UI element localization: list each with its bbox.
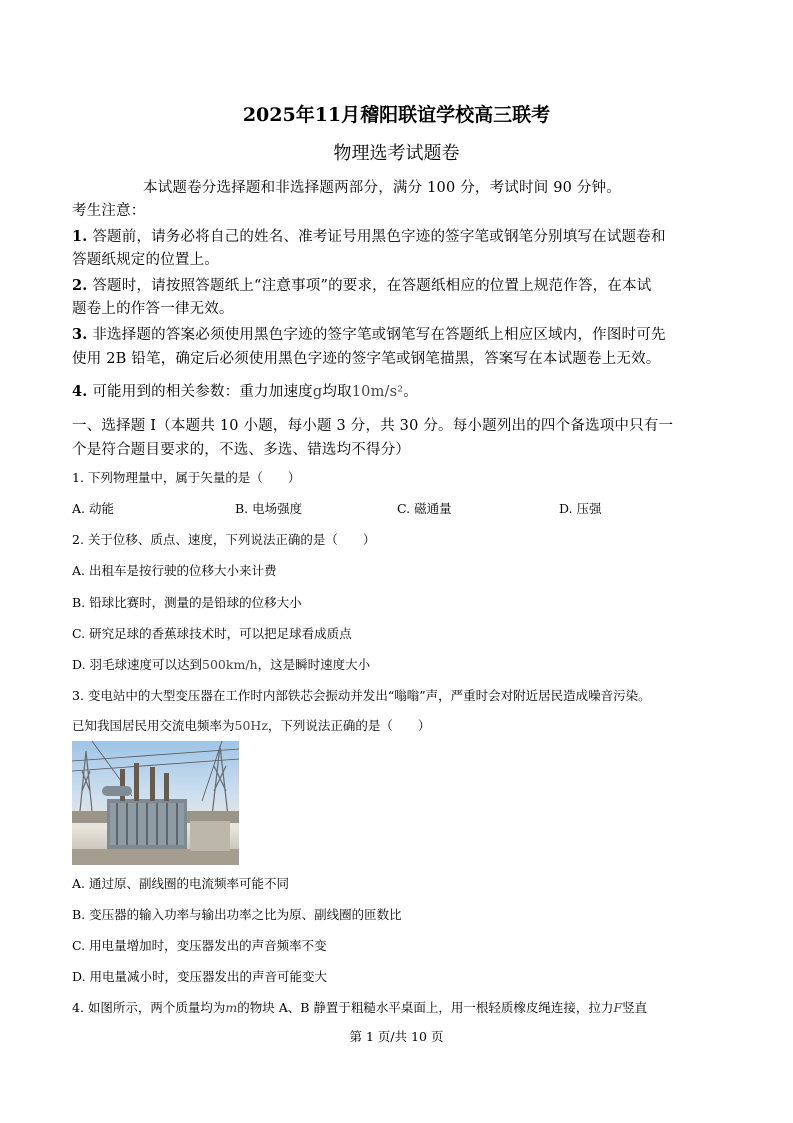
exam-intro: 本试题卷分选择题和非选择题两部分，满分 100 分，考试时间 90 分钟。 <box>143 180 621 196</box>
exam-title: 2025年11月稽阳联谊学校高三联考 <box>242 104 551 126</box>
q3-option-a: A. 通过原、副线圈的电流频率可能不同 <box>72 876 289 891</box>
notice-num: 1. <box>72 228 88 245</box>
q1-option-b: B. 电场强度 <box>235 501 303 516</box>
notice-text-cont: 答题纸规定的位置上。 <box>72 252 219 268</box>
question-4-stem <box>72 998 647 1016</box>
q3-option-c: C. 用电量增加时，变压器发出的声音频率不变 <box>72 938 327 953</box>
q1-option-a: A. 动能 <box>72 501 114 516</box>
page-footer: 第 1 页/共 10 页 <box>349 1029 444 1044</box>
notice-num: 4. <box>72 383 88 400</box>
q2-option-d <box>72 655 370 673</box>
speed-value: 500km/h <box>202 657 258 672</box>
q2-option-a: A. 出租车是按行驶的位移大小来计费 <box>72 563 277 578</box>
transformer-photo-illustration <box>72 741 239 865</box>
question-2-stem: 2. 关于位移、质点、速度，下列说法正确的是（ ） <box>72 532 376 547</box>
gravity-value: 10m/s² <box>351 384 404 400</box>
gravity-symbol: g <box>312 384 323 400</box>
q3-option-d: D. 用电量减小时，变压器发出的声音可能变大 <box>72 969 328 984</box>
q1-option-c: C. 磁通量 <box>397 501 452 516</box>
section-heading: 一、选择题 I（本题共 10 小题，每小题 3 分，共 30 分。每小题列出的四个备选项中只有一 <box>72 418 674 434</box>
notice-num: 3. <box>72 326 88 343</box>
notice-item-3 <box>72 323 666 344</box>
option-text: D. 羽毛球速度可以达到 <box>72 657 203 672</box>
force-symbol: F <box>613 1000 623 1015</box>
stem-text: 已知我国居民用交流电频率为 <box>72 718 235 733</box>
notice-text-cont: 使用 2B 铅笔，确定后必须使用黑色字迹的签字笔或钢笔描黑，答案写在本试题卷上无效。 <box>72 351 661 367</box>
notice-item-2 <box>72 274 651 295</box>
stem-text: 的物块 A、B 静置于粗糙水平桌面上，用一根轻质橡皮绳连接，拉力 <box>237 1000 614 1015</box>
section-heading-cont: 个是符合题目要求的，不选、多选、错选均不得分） <box>72 442 411 458</box>
notice-item-1 <box>72 225 666 246</box>
question-1-stem: 1. 下列物理量中，属于矢量的是（ ） <box>72 470 301 485</box>
frequency-value: 50Hz <box>234 718 268 733</box>
question-3-stem: 3. 变电站中的大型变压器在工作时内部铁芯会振动并发出“嗡嗡”声，严重时会对附近居民造成噪音污染。 <box>72 688 651 703</box>
q2-option-c: C. 研究足球的香蕉球技术时，可以把足球看成质点 <box>72 626 352 641</box>
notice-item-4 <box>72 380 418 401</box>
exam-subtitle: 物理选考试题卷 <box>333 143 460 164</box>
notice-text: 答题前，请务必将自己的姓名、准考证号用黑色字迹的签字笔或钢笔分别填写在试题卷和 <box>92 229 666 245</box>
notice-text: 均取 <box>322 384 352 400</box>
notice-text: 答题时，请按照答题纸上“注意事项”的要求，在答题纸相应的位置上规范作答，在本试 <box>92 278 652 294</box>
option-text: ，这是瞬时速度大小 <box>257 657 371 672</box>
question-3-stem-cont <box>72 716 430 734</box>
q2-option-b: B. 铅球比赛时，测量的是铅球的位移大小 <box>72 595 302 610</box>
q3-option-b: B. 变压器的输入功率与输出功率之比为原、副线圈的匝数比 <box>72 907 402 922</box>
notice-text: 。 <box>403 384 418 400</box>
notice-label: 考生注意： <box>72 203 146 219</box>
stem-text: 4. 如图所示，两个质量均为 <box>72 1000 226 1015</box>
notice-text: 可能用到的相关参数：重力加速度 <box>92 384 313 400</box>
notice-text: 非选择题的答案必须使用黑色字迹的签字笔或钢笔写在答题纸上相应区域内，作图时可先 <box>92 327 666 343</box>
q1-option-d: D. 压强 <box>559 501 602 516</box>
notice-num: 2. <box>72 277 88 294</box>
transformer-photo <box>72 741 239 865</box>
mass-symbol: m <box>225 1000 238 1015</box>
notice-text-cont: 题卷上的作答一律无效。 <box>72 301 234 317</box>
stem-text: 竖直 <box>622 1000 648 1015</box>
stem-text: ，下列说法正确的是（ ） <box>267 718 431 733</box>
